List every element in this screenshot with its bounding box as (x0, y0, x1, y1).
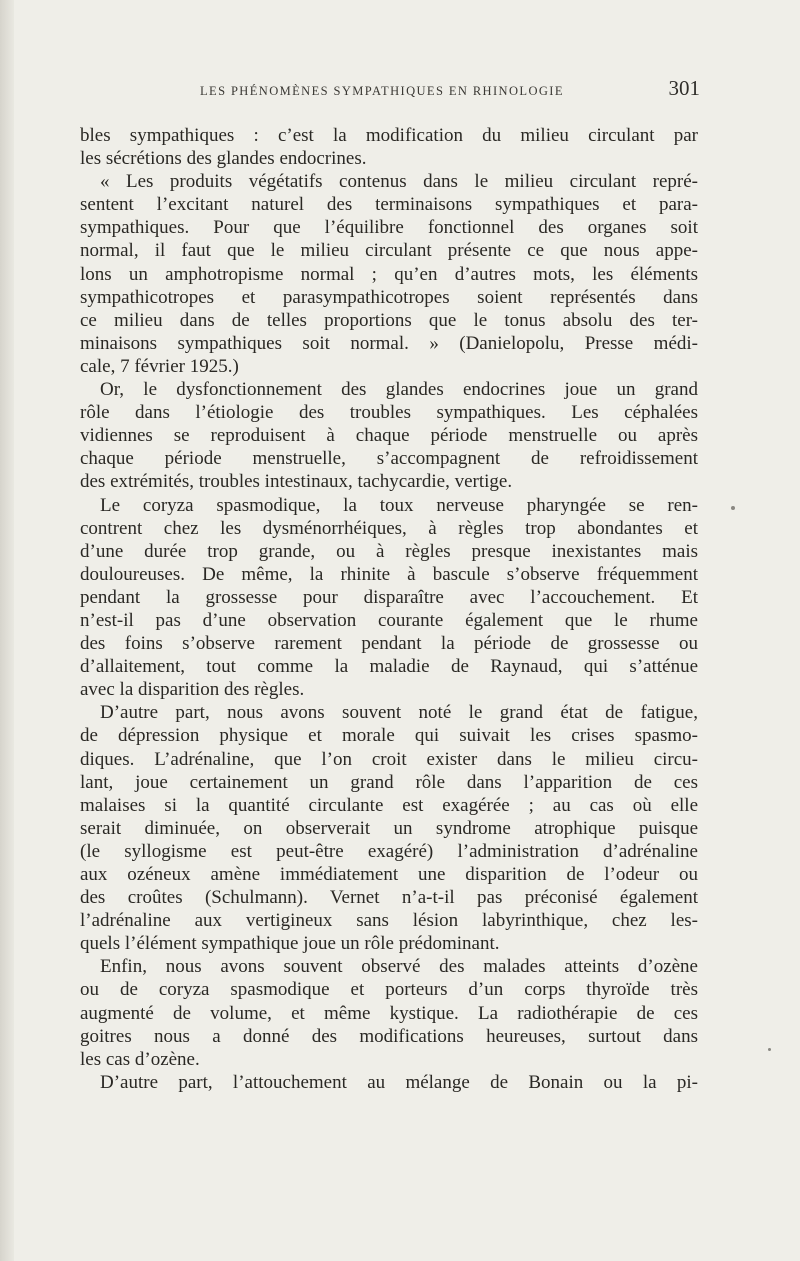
text-line: sympathiques. Pour que l’équilibre fonctionnel des organes soit (80, 217, 698, 239)
text-line: D’autre part, l’attouchement au mélange de Bonain ou la pi- (100, 1071, 698, 1093)
text-line: des extrémités, troubles intestinaux, tachycardie, vertige. (80, 471, 513, 493)
text-line: minaisons sympathiques soit normal. » (Danielopolu, Presse médi- (80, 332, 698, 354)
page-gutter-shadow (0, 0, 14, 1261)
text-line: lons un amphotropisme normal ; qu’en d’autres mots, les éléments (80, 263, 698, 285)
text-line: cale, 7 février 1925.) (80, 355, 239, 377)
text-line: des croûtes (Schulmann). Vernet n’a-t-il pas préconisé également (80, 887, 698, 909)
text-line: d’une durée trop grande, ou à règles presque inexistantes mais (80, 540, 698, 562)
text-line: Enfin, nous avons souvent observé des malades atteints d’ozène (100, 956, 698, 978)
text-line: d’allaitement, tout comme la maladie de Raynaud, qui s’atténue (80, 656, 698, 678)
text-line: D’autre part, nous avons souvent noté le grand état de fatigue, (100, 702, 698, 724)
text-line: aux ozéneux amène immédiatement une disparition de l’odeur ou (80, 864, 698, 885)
text-line: normal, il faut que le milieu circulant présente ce que nous appe- (80, 240, 698, 262)
text-line: ce milieu dans de telles proportions que le tonus absolu des ter- (80, 309, 698, 331)
text-line: augmenté de volume, et même kystique. La radiothérapie de ces (80, 1002, 698, 1024)
text-line: ou de coryza spasmodique et porteurs d’un corps thyroïde très (80, 979, 698, 1001)
text-line: Or, le dysfonctionnement des glandes endocrines joue un grand (100, 379, 698, 401)
text-line: les sécrétions des glandes endocrines. (80, 148, 367, 170)
text-line: « Les produits végétatifs contenus dans le milieu circulant repré- (100, 171, 698, 193)
text-line: goitres nous a donné des modifications heureuses, surtout dans (80, 1025, 698, 1047)
text-line: sympathicotropes et parasympathicotropes soient représentés dans (80, 286, 698, 308)
text-line: rôle dans l’étiologie des troubles sympathiques. Les céphalées (80, 402, 698, 424)
page-header (80, 76, 700, 106)
text-line: chaque période menstruelle, s’accompagnent de refroidissement (80, 448, 698, 470)
text-line: diques. L’adrénaline, que l’on croit exister dans le milieu circu- (80, 748, 698, 770)
text-line: les cas d’ozène. (80, 1048, 200, 1070)
text-line: des foins s’observe rarement pendant la période de grossesse ou (80, 633, 698, 655)
text-line: l’adrénaline aux vertigineux sans lésion labyrinthique, chez les- (80, 910, 698, 932)
print-speck (768, 1048, 771, 1051)
text-line: malaises si la quantité circulante est exagérée ; au cas où elle (80, 794, 698, 816)
text-line: vidiennes se reproduisent à chaque période menstruelle ou après (80, 425, 698, 447)
text-line: serait diminuée, on observerait un syndrome atrophique puisque (80, 817, 698, 839)
text-line: contrent chez les dysménorrhéiques, à règles trop abondantes et (80, 517, 698, 539)
body-text (80, 124, 698, 1094)
text-line: douloureuses. De même, la rhinite à bascule s’observe fréquemment (80, 563, 698, 585)
print-speck (731, 506, 735, 510)
text-line: lant, joue certainement un grand rôle dans l’apparition de ces (80, 771, 698, 793)
text-line: bles sympathiques : c’est la modification du milieu circulant par (80, 125, 698, 146)
page-number: 301 (668, 76, 700, 100)
text-line: Le coryza spasmodique, la toux nerveuse pharyngée se ren- (100, 494, 698, 516)
text-line: quels l’élément sympathique joue un rôle prédominant. (80, 933, 500, 955)
text-line: pendant la grossesse pour disparaître avec l’accouchement. Et (80, 586, 698, 608)
text-line: sentent l’excitant naturel des terminaisons sympathiques et para- (80, 194, 698, 216)
text-line: avec la disparition des règles. (80, 679, 305, 701)
running-title: LES PHÉNOMÈNES SYMPATHIQUES EN RHINOLOGIE (200, 84, 564, 98)
text-line: n’est-il pas d’une observation courante également que le rhume (80, 609, 698, 631)
text-line: (le syllogisme est peut-être exagéré) l’administration d’adrénaline (80, 840, 698, 862)
text-line: de dépression physique et morale qui suivait les crises spasmo- (80, 725, 698, 747)
